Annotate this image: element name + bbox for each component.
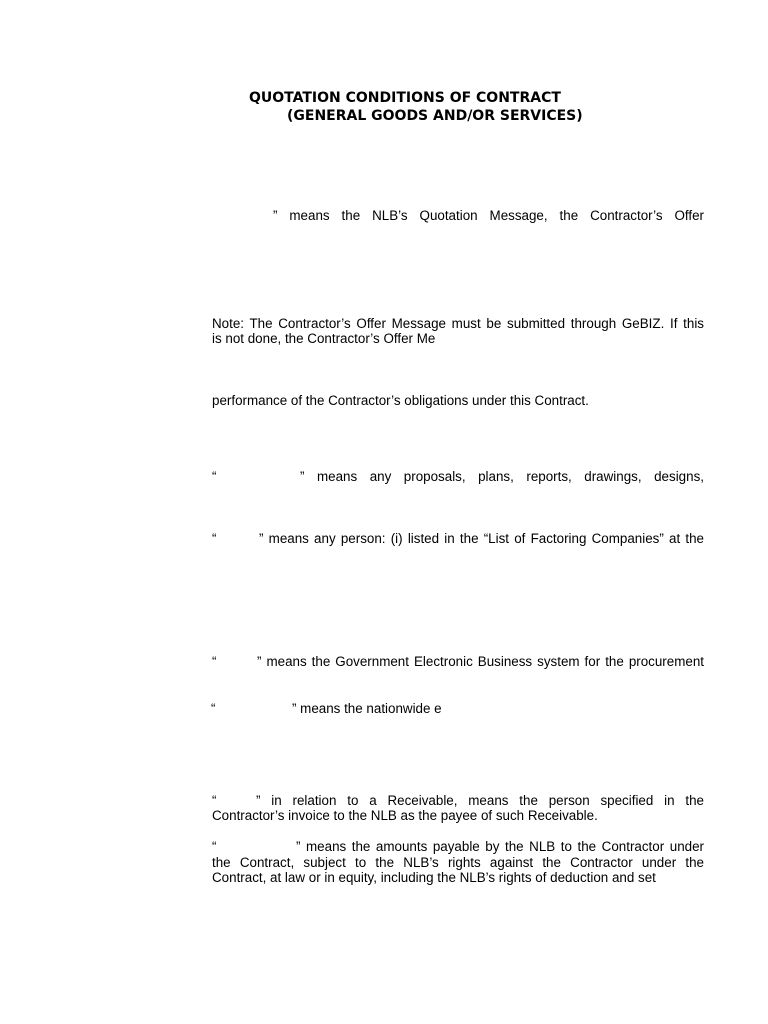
definition-quotation xyxy=(273,208,704,223)
note-line-2: is not done, the Contractor’s Offer Me xyxy=(212,331,436,346)
definition-receivable-line-1 xyxy=(296,839,704,854)
definition-nationwide: ” means the nationwide e xyxy=(292,701,442,716)
definition-gebiz-text: ” means the Government Electronic Business system for the procurement xyxy=(257,654,704,669)
definition-payee-line-2: Contractor’s invoice to the NLB as the payee of such Receivable. xyxy=(212,808,598,823)
definition-quotation-text: ” means the NLB’s Quotation Message, the Contractor’s Offer xyxy=(273,208,704,223)
definition-factoring xyxy=(259,531,704,546)
definition-receivable-line-3: Contract, at law or in equity, including the NLB’s rights of deduction and set xyxy=(212,870,656,885)
definition-proposals xyxy=(300,469,704,484)
definition-factoring-text: ” means any person: (i) listed in the “List of Factoring Companies” at the xyxy=(259,531,704,546)
definition-proposals-open-quote: “ xyxy=(212,469,217,484)
note-line-1: Note: The Contractor’s Offer Message must be submitted through GeBIZ. If this xyxy=(212,316,704,331)
definition-receivable-text-2: the Contract, subject to the NLB’s rights against the Contractor under the xyxy=(212,855,704,870)
definition-gebiz-open-quote: “ xyxy=(212,654,217,669)
definition-payee-text-1: ” in relation to a Receivable, means the person specified in the xyxy=(256,793,704,808)
definition-proposals-text: ” means any proposals, plans, reports, drawings, designs, xyxy=(300,469,704,484)
definition-nationwide-open-quote: “ xyxy=(211,701,216,716)
definition-receivable-text-1: ” means the amounts payable by the NLB to the Contractor under xyxy=(296,839,704,854)
definition-receivable-line-2 xyxy=(212,855,704,870)
document-title-line-1: QUOTATION CONDITIONS OF CONTRACT xyxy=(249,90,561,106)
definition-receivable-open-quote: “ xyxy=(212,839,217,854)
definition-payee-open-quote: “ xyxy=(212,793,217,808)
definition-gebiz xyxy=(257,654,704,669)
document-title-line-2: (GENERAL GOODS AND/OR SERVICES) xyxy=(287,108,583,124)
performance-paragraph: performance of the Contractor’s obligations under this Contract. xyxy=(212,393,589,408)
note-paragraph xyxy=(212,316,704,346)
definition-payee-line-1 xyxy=(256,793,704,808)
definition-factoring-open-quote: “ xyxy=(212,531,217,546)
